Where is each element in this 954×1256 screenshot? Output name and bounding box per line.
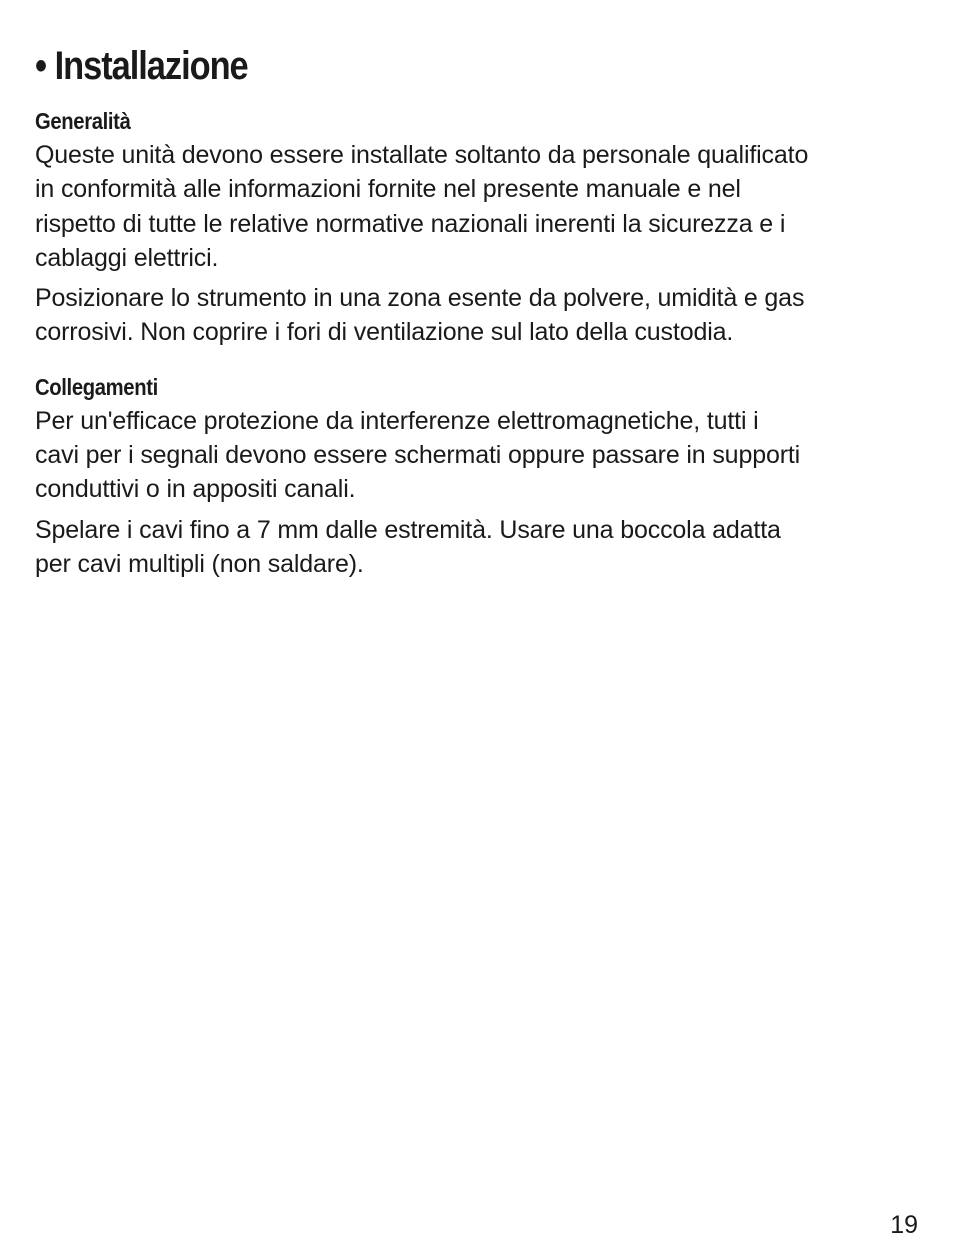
page-number: 19 xyxy=(890,1211,918,1239)
paragraph-line: in conformità alle informazioni fornite nel presente manuale e nel xyxy=(35,175,741,204)
title-bullet: • xyxy=(35,44,47,88)
paragraph-protezione-interferenze xyxy=(35,404,925,507)
paragraph-line: conduttivi o in appositi canali. xyxy=(35,475,356,504)
paragraph-line: rispetto di tutte le relative normative nazionali inerenti la sicurezza e i xyxy=(35,209,786,238)
title-text: Installazione xyxy=(54,44,248,88)
paragraph-line: corrosivi. Non coprire i fori di ventilazione sul lato della custodia. xyxy=(35,318,734,347)
page-title xyxy=(35,38,800,94)
section-generalita xyxy=(35,104,925,350)
paragraph-spelatura-cavi xyxy=(35,513,925,582)
paragraph-posizionamento xyxy=(35,281,925,350)
paragraph-line: cablaggi elettrici. xyxy=(35,243,219,272)
paragraph-line: Posizionare lo strumento in una zona esente da polvere, umidità e gas xyxy=(35,284,805,313)
document-page xyxy=(35,38,925,581)
paragraph-installazione-personale xyxy=(35,138,925,275)
paragraph-line: per cavi multipli (non saldare). xyxy=(35,549,364,578)
section-heading-collegamenti: Collegamenti xyxy=(35,373,158,400)
section-heading-generalita: Generalità xyxy=(35,108,131,134)
paragraph-line: Queste unità devono essere installate soltanto da personale qualificato xyxy=(35,141,809,169)
paragraph-line: Spelare i cavi fino a 7 mm dalle estremità. Usare una boccola adatta xyxy=(35,515,781,544)
section-collegamenti xyxy=(35,370,925,581)
paragraph-line: cavi per i segnali devono essere schermati oppure passare in supporti xyxy=(35,441,801,470)
paragraph-line: Per un'efficace protezione da interferenze elettromagnetiche, tutti i xyxy=(35,406,759,435)
